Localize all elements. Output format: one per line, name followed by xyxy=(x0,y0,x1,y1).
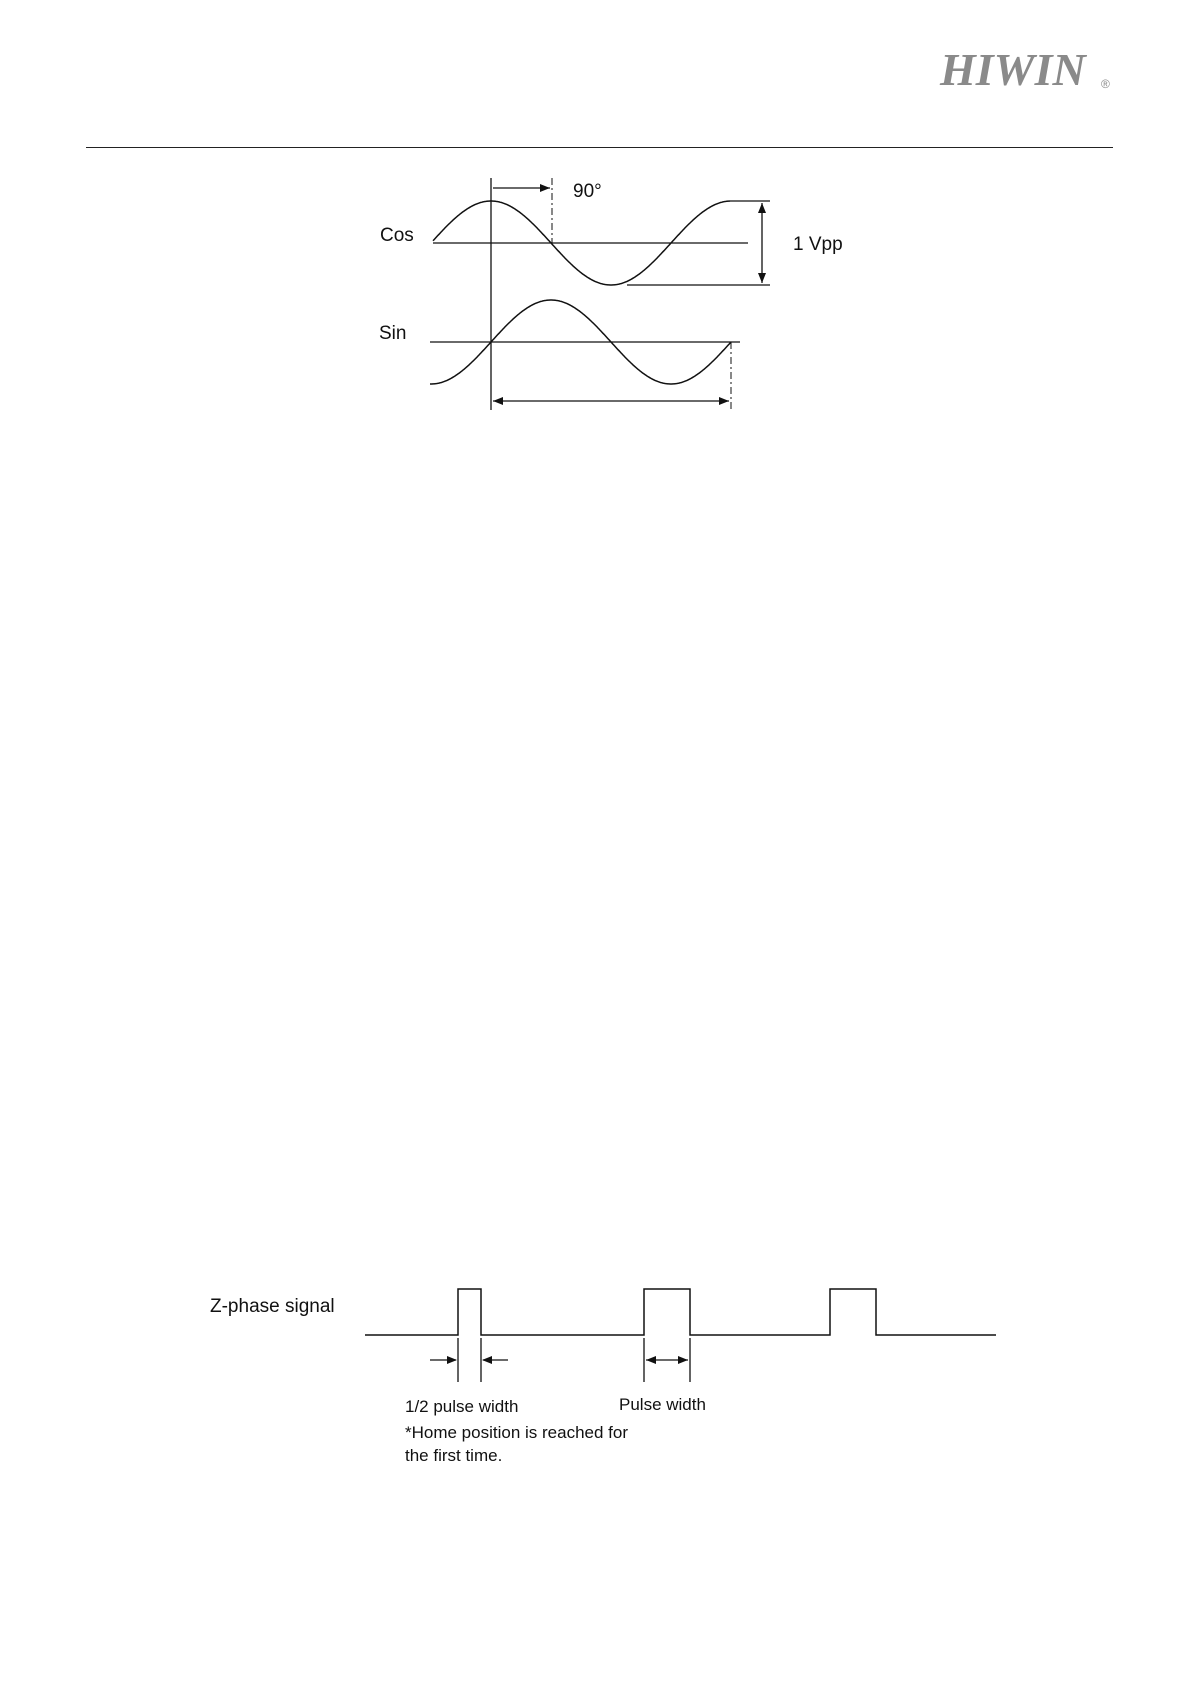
half-width-label: 1/2 pulse width xyxy=(405,1397,519,1416)
pulse-width-label: Pulse width xyxy=(619,1395,706,1414)
zphase-signal-label: Z-phase signal xyxy=(210,1296,335,1317)
amplitude-label: 1 Vpp xyxy=(793,234,843,255)
half-width-arrow-right xyxy=(482,1356,492,1364)
zphase-signal-diagram xyxy=(0,1230,1191,1490)
home-note-line2: the first time. xyxy=(405,1446,503,1465)
phase-arrow-right xyxy=(540,184,550,192)
amplitude-arrow-up xyxy=(758,203,766,213)
period-arrow-right xyxy=(719,397,729,405)
period-arrow-left xyxy=(493,397,503,405)
pulse-width-arrow-right xyxy=(678,1356,688,1364)
cos-label: Cos xyxy=(380,225,414,246)
pulse-width-arrow-left xyxy=(646,1356,656,1364)
registered-mark: ® xyxy=(1101,77,1110,91)
zphase-pulse-train xyxy=(365,1289,996,1335)
home-note-line1: *Home position is reached for xyxy=(405,1423,629,1442)
sincos-signal-diagram xyxy=(0,0,1191,450)
sin-label: Sin xyxy=(379,323,407,344)
half-width-arrow-left xyxy=(447,1356,457,1364)
phase-label: 90° xyxy=(573,181,602,202)
amplitude-arrow-down xyxy=(758,273,766,283)
logo-wordmark: HIWIN xyxy=(940,44,1086,95)
